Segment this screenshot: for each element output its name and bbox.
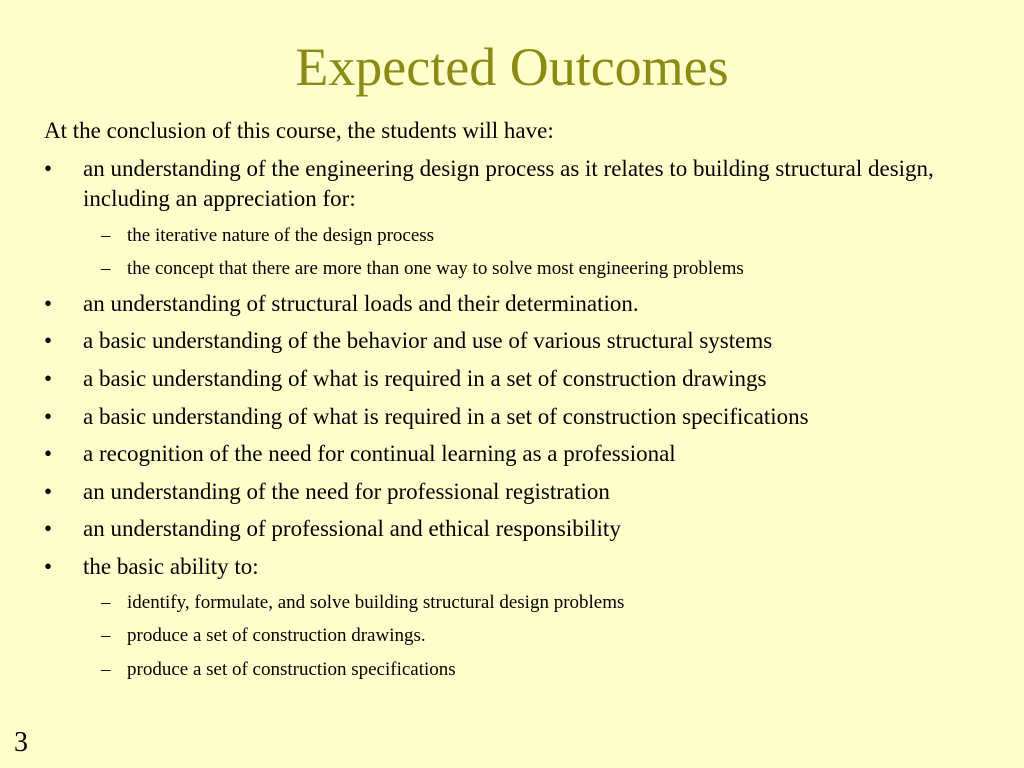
- list-item-text: a basic understanding of the behavior and use of various structural systems: [83, 328, 773, 353]
- dash-icon: –: [101, 659, 111, 680]
- list-item: [44, 364, 994, 394]
- bullet-icon: •: [44, 441, 53, 466]
- dash-icon: –: [101, 592, 111, 613]
- dash-icon: –: [101, 625, 111, 646]
- sub-list-item-text: produce a set of construction specifications: [127, 659, 456, 680]
- sub-list-item-text: the iterative nature of the design process: [127, 225, 435, 246]
- sub-list-item: [101, 256, 1001, 282]
- list-item: [44, 154, 994, 214]
- bullet-icon: •: [44, 479, 53, 504]
- list-item-text: the basic ability to:: [83, 554, 259, 579]
- list-item-text: a recognition of the need for continual learning as a professional: [83, 441, 676, 466]
- bullet-icon: •: [44, 366, 53, 391]
- list-item-text: a basic understanding of what is required in a set of construction drawings: [83, 366, 767, 391]
- bullet-icon: •: [44, 516, 53, 541]
- sub-list-item: [101, 590, 1001, 616]
- bullet-icon: •: [44, 404, 53, 429]
- dash-icon: –: [101, 225, 111, 246]
- list-item-text: an understanding of structural loads and their determination.: [83, 291, 639, 316]
- list-item-text: a basic understanding of what is required in a set of construction specifications: [83, 404, 809, 429]
- bullet-icon: •: [44, 554, 53, 579]
- sub-list-item: [101, 657, 1001, 683]
- sub-list-item: [101, 223, 1001, 249]
- bullet-icon: •: [44, 291, 53, 316]
- list-item: [44, 439, 994, 469]
- slide-title: Expected Outcomes: [295, 37, 729, 97]
- sub-list-item-text: produce a set of construction drawings.: [127, 625, 426, 646]
- dash-icon: –: [101, 258, 111, 279]
- list-item: [44, 289, 994, 319]
- bullet-icon: •: [44, 328, 53, 353]
- list-item-text: an understanding of the engineering design process as it relates to building structural design, including an appreciation for:: [83, 156, 934, 211]
- sub-list-item: [101, 623, 1001, 649]
- intro-text: At the conclusion of this course, the students will have:: [44, 118, 554, 143]
- sub-list-item-text: identify, formulate, and solve building structural design problems: [127, 592, 625, 613]
- list-item-text: an understanding of professional and ethical responsibility: [83, 516, 621, 541]
- list-item: [44, 402, 994, 432]
- list-item: [44, 326, 994, 356]
- sub-list-item-text: the concept that there are more than one way to solve most engineering problems: [127, 258, 744, 279]
- list-item-text: an understanding of the need for professional registration: [83, 479, 610, 504]
- list-item: [44, 552, 994, 582]
- list-item: [44, 514, 994, 544]
- page-number: 3: [14, 727, 28, 758]
- list-item: [44, 477, 994, 507]
- bullet-icon: •: [44, 156, 53, 181]
